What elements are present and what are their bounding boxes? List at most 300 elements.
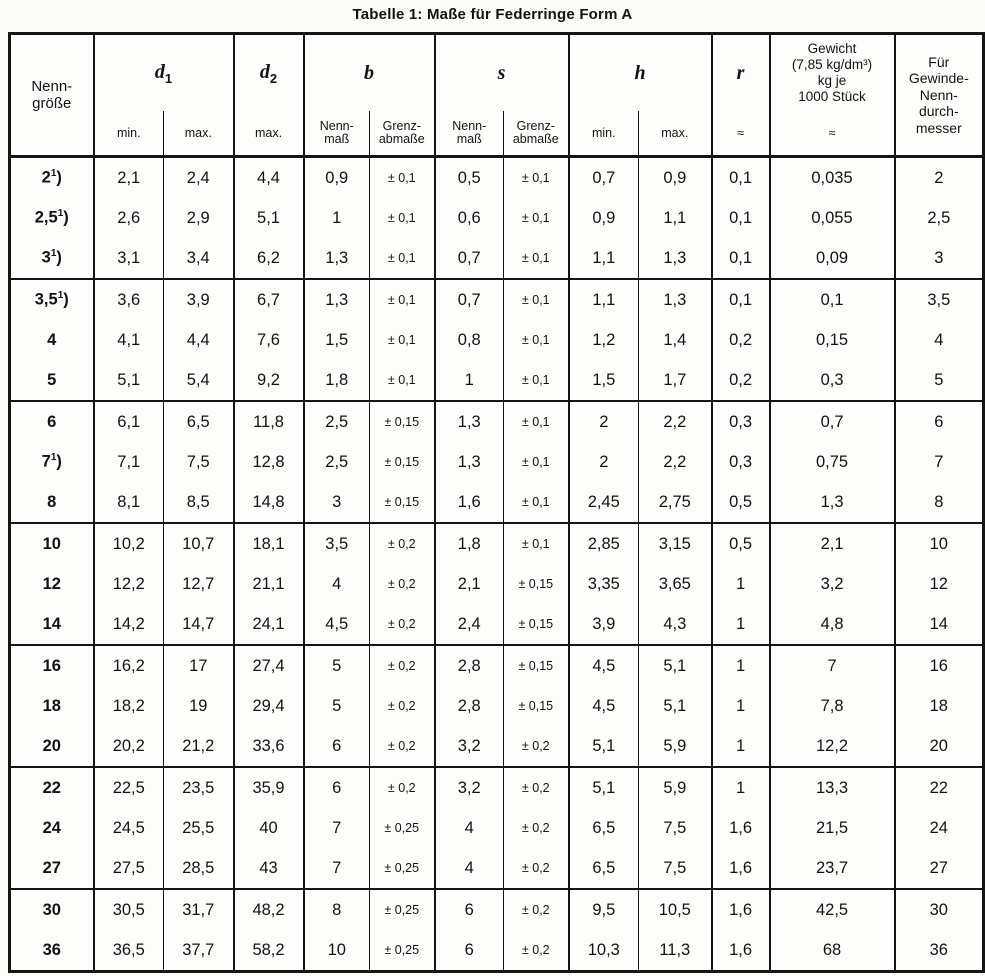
table-title: Tabelle 1: Maße für Federringe Form A [352,6,633,23]
cell-nenngroesse: 10 [42,534,61,553]
cell-b-grenzabmasse: ± 0,1 [370,360,435,401]
cell-h-max: 11,3 [639,930,712,972]
cell-b-nennmass: 1,5 [304,320,370,360]
cell-r: 0,2 [712,320,770,360]
table-row [10,645,984,686]
cell-b-grenzabmasse: ± 0,15 [370,401,435,442]
cell-gewicht: 3,2 [770,564,895,604]
cell-d1-max: 14,7 [164,604,234,645]
cell-gewicht: 4,8 [770,604,895,645]
cell-h-min: 4,5 [569,645,639,686]
header-d2: $d_2$ [234,34,304,112]
header-h-min: min. [569,111,639,157]
cell-s-grenzabmasse: ± 0,15 [504,645,569,686]
cell-gewinde: 30 [895,889,984,930]
cell-d1-min: 2,6 [94,198,164,238]
footnote-marker: 1 [50,452,57,464]
cell-h-min: 1,5 [569,360,639,401]
cell-d1-min: 3,6 [94,279,164,320]
cell-d2-max: 40 [234,808,304,848]
cell-b-nennmass: 1,8 [304,360,370,401]
cell-h-max: 3,15 [639,523,712,564]
cell-s-grenzabmasse: ± 0,1 [504,279,569,320]
cell-r: 0,3 [712,401,770,442]
cell-h-min: 3,9 [569,604,639,645]
cell-h-min: 0,7 [569,157,639,199]
cell-b-grenzabmasse: ± 0,2 [370,604,435,645]
cell-gewinde: 7 [895,442,984,482]
cell-s-grenzabmasse: ± 0,1 [504,238,569,279]
cell-gewinde: 36 [895,930,984,972]
cell-b-nennmass: 2,5 [304,401,370,442]
cell-gewicht: 42,5 [770,889,895,930]
cell-d1-min: 16,2 [94,645,164,686]
cell-s-nennmass: 1,6 [435,482,504,523]
cell-d1-min: 4,1 [94,320,164,360]
cell-d2-max: 11,8 [234,401,304,442]
federringe-dimensions-table [8,32,985,973]
cell-b-grenzabmasse: ± 0,25 [370,848,435,889]
cell-b-grenzabmasse: ± 0,1 [370,198,435,238]
table-row [10,564,984,604]
cell-s-grenzabmasse: ± 0,1 [504,360,569,401]
cell-h-max: 5,1 [639,645,712,686]
cell-nenngroesse: 5 [47,370,57,389]
header-b-nennmass: Nenn- maß [304,111,370,157]
cell-b-grenzabmasse: ± 0,1 [370,238,435,279]
cell-r: 1 [712,564,770,604]
cell-s-nennmass: 3,2 [435,767,504,808]
header-s-grenzabmasse: Grenz- abmaße [504,111,569,157]
cell-h-max: 2,2 [639,401,712,442]
cell-d1-min: 20,2 [94,726,164,767]
cell-b-grenzabmasse: ± 0,2 [370,767,435,808]
cell-h-max: 2,75 [639,482,712,523]
table-row [10,889,984,930]
cell-r: 1 [712,604,770,645]
cell-s-grenzabmasse: ± 0,1 [504,320,569,360]
cell-s-grenzabmasse: ± 0,15 [504,686,569,726]
cell-nenngroesse: 18 [42,696,61,715]
table-row [10,320,984,360]
cell-gewinde: 16 [895,645,984,686]
cell-nenngroesse: $7^1$) [41,452,62,471]
header-s: s [435,34,569,112]
cell-gewicht: 0,1 [770,279,895,320]
table-row [10,848,984,889]
cell-d1-min: 36,5 [94,930,164,972]
cell-d2-max: 21,1 [234,564,304,604]
table-row [10,604,984,645]
cell-d1-max: 37,7 [164,930,234,972]
cell-h-max: 5,9 [639,726,712,767]
cell-d2-max: 4,4 [234,157,304,199]
cell-gewicht: 68 [770,930,895,972]
cell-gewicht: 2,1 [770,523,895,564]
cell-d2-max: 6,2 [234,238,304,279]
cell-b-grenzabmasse: ± 0,15 [370,482,435,523]
cell-gewicht: 0,09 [770,238,895,279]
cell-b-nennmass: 7 [304,808,370,848]
cell-d2-max: 24,1 [234,604,304,645]
cell-nenngroesse: 30 [42,900,61,919]
cell-nenngroesse: 24 [42,818,61,837]
cell-r: 0,1 [712,238,770,279]
cell-d1-min: 5,1 [94,360,164,401]
header-r-approx: ≈ [712,111,770,157]
cell-d1-min: 2,1 [94,157,164,199]
cell-b-grenzabmasse: ± 0,1 [370,320,435,360]
cell-s-nennmass: 4 [435,848,504,889]
cell-s-nennmass: 2,1 [435,564,504,604]
cell-gewinde: 8 [895,482,984,523]
table-row [10,808,984,848]
cell-d1-max: 5,4 [164,360,234,401]
cell-d2-max: 7,6 [234,320,304,360]
header-d2-max: max. [234,111,304,157]
cell-nenngroesse: 12 [42,574,61,593]
table-row [10,198,984,238]
cell-b-nennmass: 5 [304,645,370,686]
table-row [10,401,984,442]
table-row [10,279,984,320]
cell-nenngroesse: 8 [47,492,57,511]
cell-nenngroesse: 6 [47,412,57,431]
cell-d1-max: 7,5 [164,442,234,482]
cell-h-min: 2,85 [569,523,639,564]
cell-d2-max: 18,1 [234,523,304,564]
cell-h-min: 1,1 [569,238,639,279]
cell-h-min: 6,5 [569,848,639,889]
header-h: h [569,34,712,112]
cell-gewinde: 27 [895,848,984,889]
cell-nenngroesse: 20 [42,736,61,755]
cell-s-grenzabmasse: ± 0,1 [504,482,569,523]
header-s-nennmass: Nenn- maß [435,111,504,157]
cell-h-min: 9,5 [569,889,639,930]
cell-b-nennmass: 1,3 [304,238,370,279]
cell-r: 0,1 [712,279,770,320]
cell-gewinde: 22 [895,767,984,808]
cell-h-min: 2,45 [569,482,639,523]
cell-h-min: 10,3 [569,930,639,972]
cell-gewicht: 21,5 [770,808,895,848]
footnote-marker: 1 [50,168,57,180]
cell-b-nennmass: 3 [304,482,370,523]
cell-h-max: 5,1 [639,686,712,726]
cell-s-grenzabmasse: ± 0,2 [504,930,569,972]
cell-b-nennmass: 1,3 [304,279,370,320]
cell-b-nennmass: 4,5 [304,604,370,645]
table-row [10,523,984,564]
cell-d2-max: 29,4 [234,686,304,726]
cell-d2-max: 14,8 [234,482,304,523]
cell-r: 1 [712,645,770,686]
cell-r: 0,1 [712,198,770,238]
cell-nenngroesse: 4 [47,330,57,349]
cell-gewicht: 1,3 [770,482,895,523]
cell-s-grenzabmasse: ± 0,1 [504,442,569,482]
cell-d1-min: 27,5 [94,848,164,889]
cell-d1-min: 22,5 [94,767,164,808]
cell-gewicht: 0,3 [770,360,895,401]
cell-b-nennmass: 5 [304,686,370,726]
cell-b-nennmass: 3,5 [304,523,370,564]
cell-r: 0,5 [712,482,770,523]
cell-s-grenzabmasse: ± 0,2 [504,808,569,848]
cell-d2-max: 35,9 [234,767,304,808]
cell-b-grenzabmasse: ± 0,25 [370,889,435,930]
cell-d2-max: 58,2 [234,930,304,972]
cell-d1-max: 21,2 [164,726,234,767]
cell-r: 1,6 [712,848,770,889]
cell-s-nennmass: 4 [435,808,504,848]
cell-s-nennmass: 0,7 [435,238,504,279]
header-b: b [304,34,435,112]
table-header [10,34,984,157]
cell-nenngroesse: 16 [42,656,61,675]
footnote-marker: 1 [57,290,64,302]
cell-h-max: 0,9 [639,157,712,199]
cell-s-nennmass: 2,8 [435,645,504,686]
cell-b-nennmass: 6 [304,767,370,808]
footnote-marker: 1 [57,208,64,220]
cell-s-grenzabmasse: ± 0,1 [504,523,569,564]
cell-h-min: 5,1 [569,726,639,767]
cell-h-min: 4,5 [569,686,639,726]
cell-r: 0,2 [712,360,770,401]
cell-h-max: 3,65 [639,564,712,604]
cell-b-nennmass: 2,5 [304,442,370,482]
cell-s-grenzabmasse: ± 0,2 [504,889,569,930]
cell-s-grenzabmasse: ± 0,15 [504,564,569,604]
cell-d1-min: 10,2 [94,523,164,564]
cell-nenngroesse: $3^1$) [41,248,62,267]
cell-nenngroesse: $3,5^1$) [34,290,69,309]
cell-d1-max: 28,5 [164,848,234,889]
cell-b-grenzabmasse: ± 0,2 [370,726,435,767]
cell-b-grenzabmasse: ± 0,25 [370,808,435,848]
cell-nenngroesse: 27 [42,858,61,877]
cell-h-max: 10,5 [639,889,712,930]
cell-r: 1 [712,726,770,767]
cell-nenngroesse: $2,5^1$) [34,208,69,227]
cell-h-max: 1,3 [639,279,712,320]
cell-h-min: 0,9 [569,198,639,238]
cell-h-max: 1,3 [639,238,712,279]
cell-d1-min: 8,1 [94,482,164,523]
cell-h-max: 2,2 [639,442,712,482]
cell-b-grenzabmasse: ± 0,2 [370,645,435,686]
cell-r: 1 [712,686,770,726]
cell-gewicht: 12,2 [770,726,895,767]
cell-d1-min: 7,1 [94,442,164,482]
cell-d1-min: 12,2 [94,564,164,604]
table-row [10,930,984,972]
cell-nenngroesse: 14 [42,614,61,633]
header-gewicht-approx: ≈ [770,111,895,157]
cell-h-min: 2 [569,442,639,482]
cell-gewinde: 3 [895,238,984,279]
cell-gewicht: 7,8 [770,686,895,726]
cell-s-nennmass: 1,3 [435,401,504,442]
cell-h-max: 1,4 [639,320,712,360]
cell-gewicht: 0,15 [770,320,895,360]
cell-d1-max: 10,7 [164,523,234,564]
cell-d1-min: 6,1 [94,401,164,442]
header-gewinde-nenndurchmesser: Für Gewinde- Nenn- durch- messer [895,34,984,157]
table-row [10,157,984,199]
header-d1: $d_1$ [94,34,234,112]
cell-d1-max: 2,9 [164,198,234,238]
cell-d2-max: 33,6 [234,726,304,767]
cell-s-nennmass: 6 [435,889,504,930]
cell-gewicht: 7 [770,645,895,686]
cell-r: 0,3 [712,442,770,482]
cell-h-max: 1,1 [639,198,712,238]
cell-r: 1,6 [712,808,770,848]
cell-b-nennmass: 10 [304,930,370,972]
cell-s-nennmass: 1,8 [435,523,504,564]
cell-h-max: 7,5 [639,848,712,889]
cell-b-grenzabmasse: ± 0,25 [370,930,435,972]
table-row [10,767,984,808]
cell-s-nennmass: 0,6 [435,198,504,238]
cell-gewinde: 5 [895,360,984,401]
cell-s-grenzabmasse: ± 0,15 [504,604,569,645]
table-body [10,157,984,972]
cell-b-grenzabmasse: ± 0,2 [370,686,435,726]
cell-b-grenzabmasse: ± 0,1 [370,157,435,199]
cell-r: 1 [712,767,770,808]
cell-h-max: 1,7 [639,360,712,401]
cell-d1-min: 18,2 [94,686,164,726]
cell-d2-max: 9,2 [234,360,304,401]
cell-b-nennmass: 7 [304,848,370,889]
cell-d1-min: 30,5 [94,889,164,930]
cell-r: 1,6 [712,889,770,930]
cell-b-grenzabmasse: ± 0,2 [370,564,435,604]
cell-h-max: 4,3 [639,604,712,645]
cell-gewinde: 2,5 [895,198,984,238]
cell-s-grenzabmasse: ± 0,1 [504,198,569,238]
header-r: r [712,34,770,112]
cell-s-nennmass: 0,8 [435,320,504,360]
cell-d1-max: 4,4 [164,320,234,360]
cell-gewicht: 0,035 [770,157,895,199]
cell-gewinde: 18 [895,686,984,726]
cell-d2-max: 43 [234,848,304,889]
cell-h-min: 2 [569,401,639,442]
cell-gewinde: 12 [895,564,984,604]
cell-gewicht: 0,75 [770,442,895,482]
cell-b-nennmass: 1 [304,198,370,238]
cell-nenngroesse: 36 [42,940,61,959]
cell-d1-max: 23,5 [164,767,234,808]
cell-s-nennmass: 3,2 [435,726,504,767]
cell-d1-max: 3,9 [164,279,234,320]
cell-gewinde: 20 [895,726,984,767]
table-row [10,482,984,523]
cell-s-grenzabmasse: ± 0,1 [504,157,569,199]
cell-s-grenzabmasse: ± 0,2 [504,848,569,889]
cell-d1-max: 2,4 [164,157,234,199]
footnote-marker: 1 [50,248,57,260]
header-h-max: max. [639,111,712,157]
cell-b-nennmass: 8 [304,889,370,930]
cell-s-nennmass: 0,7 [435,279,504,320]
cell-s-grenzabmasse: ± 0,2 [504,726,569,767]
cell-b-nennmass: 4 [304,564,370,604]
cell-s-nennmass: 1 [435,360,504,401]
header-d1-min: min. [94,111,164,157]
cell-gewinde: 2 [895,157,984,199]
cell-b-nennmass: 6 [304,726,370,767]
cell-b-grenzabmasse: ± 0,2 [370,523,435,564]
cell-d2-max: 5,1 [234,198,304,238]
cell-b-nennmass: 0,9 [304,157,370,199]
cell-h-max: 7,5 [639,808,712,848]
cell-b-grenzabmasse: ± 0,1 [370,279,435,320]
header-b-grenzabmasse: Grenz- abmaße [370,111,435,157]
cell-d1-max: 6,5 [164,401,234,442]
cell-d1-max: 3,4 [164,238,234,279]
cell-h-max: 5,9 [639,767,712,808]
cell-s-nennmass: 6 [435,930,504,972]
cell-h-min: 5,1 [569,767,639,808]
cell-gewinde: 4 [895,320,984,360]
cell-nenngroesse: 22 [42,778,61,797]
table-row [10,238,984,279]
cell-d1-min: 14,2 [94,604,164,645]
cell-s-nennmass: 2,4 [435,604,504,645]
cell-r: 0,1 [712,157,770,199]
cell-gewicht: 0,055 [770,198,895,238]
cell-gewicht: 13,3 [770,767,895,808]
cell-gewinde: 3,5 [895,279,984,320]
table-row [10,686,984,726]
cell-h-min: 1,1 [569,279,639,320]
cell-s-nennmass: 0,5 [435,157,504,199]
cell-d2-max: 12,8 [234,442,304,482]
cell-gewicht: 23,7 [770,848,895,889]
table-row [10,442,984,482]
cell-s-nennmass: 1,3 [435,442,504,482]
cell-gewicht: 0,7 [770,401,895,442]
cell-r: 1,6 [712,930,770,972]
cell-s-grenzabmasse: ± 0,1 [504,401,569,442]
cell-d1-max: 12,7 [164,564,234,604]
cell-r: 0,5 [712,523,770,564]
header-d1-max: max. [164,111,234,157]
cell-d1-min: 3,1 [94,238,164,279]
cell-d1-max: 19 [164,686,234,726]
cell-b-grenzabmasse: ± 0,15 [370,442,435,482]
cell-gewinde: 6 [895,401,984,442]
header-nenngroesse: Nenn- größe [31,78,73,112]
table-row [10,360,984,401]
cell-gewinde: 24 [895,808,984,848]
cell-d2-max: 27,4 [234,645,304,686]
cell-h-min: 3,35 [569,564,639,604]
cell-d1-max: 17 [164,645,234,686]
cell-d2-max: 6,7 [234,279,304,320]
cell-gewinde: 14 [895,604,984,645]
cell-gewinde: 10 [895,523,984,564]
cell-d1-max: 8,5 [164,482,234,523]
cell-d1-min: 24,5 [94,808,164,848]
cell-d1-max: 31,7 [164,889,234,930]
